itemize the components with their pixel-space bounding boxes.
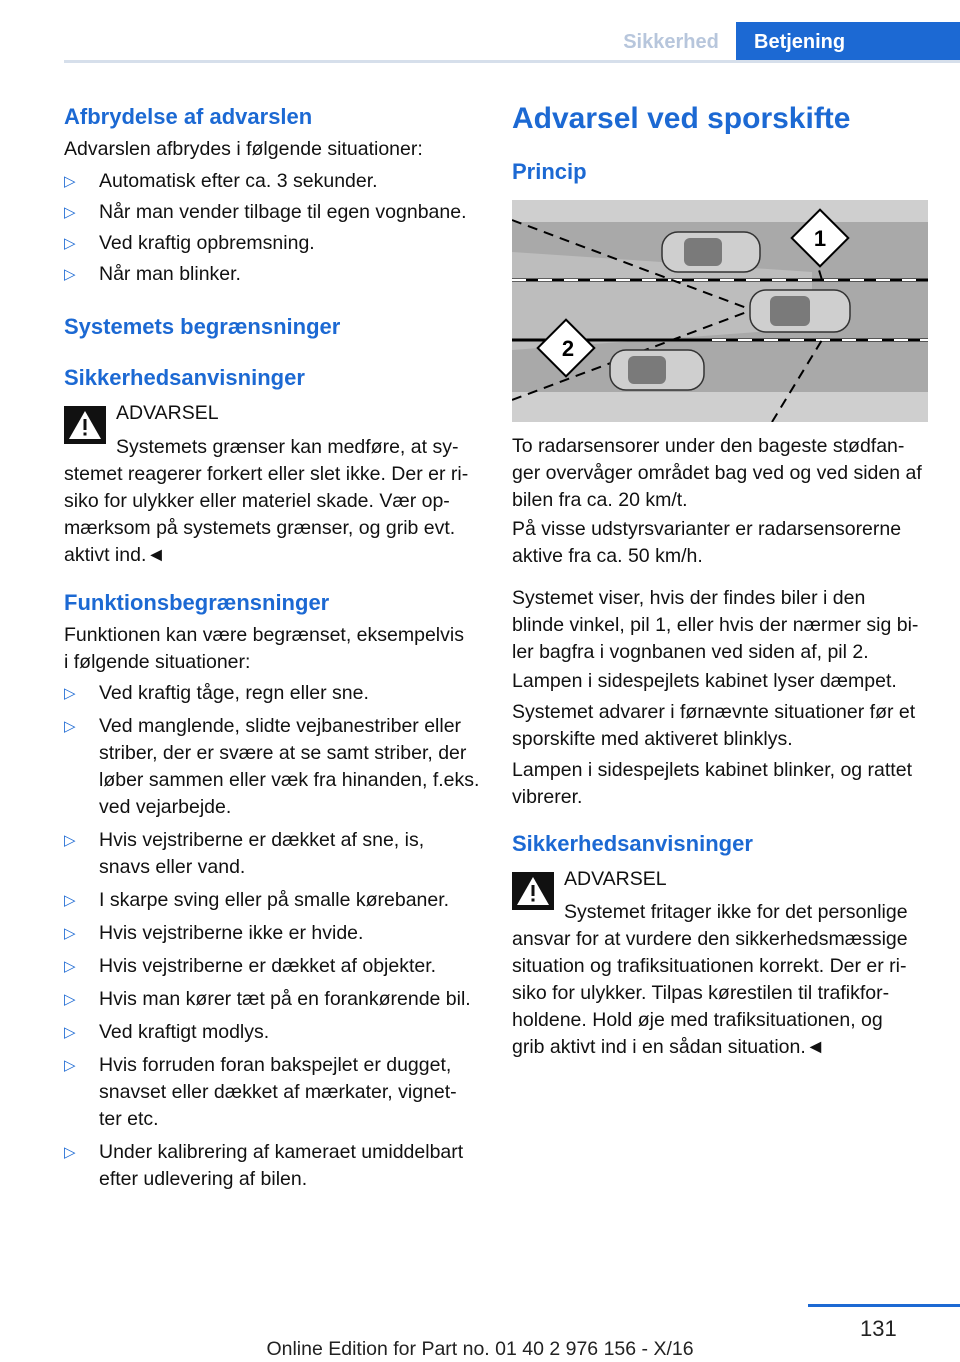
list-afbrydelse [64, 168, 484, 288]
list-item: ▷ Når man vender tilbage til egen vognbane. [64, 199, 484, 226]
list-item: ▷ Under kalibrering af kameraet umiddelbart efter udlevering af bilen. [64, 1139, 494, 1193]
warning-line: holdene. Hold øje med trafiksituationen, og [512, 1009, 883, 1031]
text-line: ler bagfra i vognbanen ved siden af, pil 2. [512, 641, 869, 663]
edition-text: Online Edition for Part no. 01 40 2 976 156 - X/16 [266, 1338, 694, 1360]
header-divider [64, 60, 960, 63]
text-line: Lampen i sidespejlets kabinet lyser dæmpet. [512, 670, 897, 692]
text-line: bilen fra ca. 20 km/t. [512, 489, 688, 511]
tab-betjening[interactable]: Betjening [736, 22, 960, 62]
list-item: ▷ Ved kraftig opbremsning. [64, 230, 484, 257]
text-line: Systemet advarer i førnævnte situationer før et [512, 701, 916, 723]
list-item: ▷ Ved kraftig tåge, regn eller sne. [64, 680, 494, 707]
warning-line: situation og trafiksituationen korrekt. Der er ri- [512, 955, 907, 977]
text-line: vibrerer. [512, 786, 583, 808]
heading-systemets: Systemets begrænsninger [64, 314, 341, 339]
warning-line: Systemet fritager ikke for det personlige [564, 901, 908, 923]
list-item: ▷ Når man blinker. [64, 261, 484, 288]
warning-icon [512, 872, 554, 910]
text-line: blinde vinkel, pil 1, eller hvis der nærmer sig bi- [512, 614, 919, 636]
footer-divider [808, 1304, 960, 1307]
tab-sikkerhed[interactable]: Sikkerhed [623, 31, 719, 53]
warning-line: grib aktivt ind i en sådan situation.◄ [512, 1036, 826, 1058]
list-item: ▷ Hvis vejstriberne er dækket af objekter. [64, 953, 494, 980]
text-line: sporskifte med aktiveret blinklys. [512, 728, 793, 750]
list-funktion [64, 680, 494, 1193]
car-icon [662, 232, 760, 272]
list-item: ▷ Automatisk efter ca. 3 sekunder. [64, 168, 484, 195]
list-item: ▷ Hvis vejstriberne er dækket af sne, is, snavs eller vand. [64, 827, 494, 881]
arrow-2-label: 2 [561, 336, 575, 361]
page-number: 131 [860, 1316, 897, 1341]
list-item: ▷ Hvis vejstriberne ikke er hvide. [64, 920, 494, 947]
warning-line: ansvar for at vurdere den sikkerhedsmæssige [512, 928, 908, 950]
text-line: Systemet viser, hvis der findes biler i den [512, 587, 866, 609]
warning-line: siko for ulykker eller materiel skade. Vær op- [64, 490, 450, 512]
lane-change-figure [512, 200, 928, 422]
heading-advarsel-sporskifte: Advarsel ved sporskifte [512, 102, 851, 135]
text-funktion: Funktionen kan være begrænset, eksempelvis [64, 624, 464, 646]
text-line: aktive fra ca. 50 km/h. [512, 545, 703, 567]
list-item: ▷ Hvis forruden foran bakspejlet er dugget, snavset eller dækket af mærkater, vignet- ter etc. [64, 1052, 494, 1133]
heading-funktion: Funktionsbegrænsninger [64, 590, 330, 615]
warning-line: mærksom på systemets grænser, og grib evt. [64, 517, 456, 539]
list-item: ▷ Ved manglende, slidte vejbanestriber eller striber, der er svære at se samt striber, der løber sammen eller væk fra hinanden, f.eks. ved vejarbejde. [64, 713, 494, 821]
warning-line: siko for ulykker. Tilpas kørestilen til trafikfor- [512, 982, 890, 1004]
warning-line: stemet reagerer forkert eller slet ikke. Der er ri- [64, 463, 469, 485]
warning-icon [64, 406, 106, 444]
warning-title: ADVARSEL [116, 402, 219, 424]
warning-title: ADVARSEL [564, 868, 667, 890]
heading-afbrydelse: Afbrydelse af advarslen [64, 104, 313, 129]
text-line: ger overvåger området bag ved og ved siden af [512, 462, 922, 484]
heading-sikkerhed-right: Sikkerhedsanvisninger [512, 831, 753, 856]
list-item: ▷ I skarpe sving eller på smalle kørebaner. [64, 887, 494, 914]
text-afbrydelse: Advarslen afbrydes i følgende situationer: [64, 138, 423, 160]
text-line: Lampen i sidespejlets kabinet blinker, og rattet [512, 759, 912, 781]
arrow-1-label: 1 [813, 226, 827, 251]
list-item: ▷ Ved kraftigt modlys. [64, 1019, 494, 1046]
warning-line: aktivt ind.◄ [64, 544, 166, 566]
text-funktion: i følgende situationer: [64, 651, 251, 673]
heading-sikkerhed-left: Sikkerhedsanvisninger [64, 365, 305, 390]
list-item: ▷ Hvis man kører tæt på en forankørende bil. [64, 986, 494, 1013]
heading-princip: Princip [512, 159, 587, 184]
warning-line: Systemets grænser kan medføre, at sy- [116, 436, 459, 458]
car-icon [750, 290, 850, 332]
car-icon [610, 350, 704, 390]
text-line: To radarsensorer under den bageste stødfan- [512, 435, 905, 457]
text-line: På visse udstyrsvarianter er radarsensorerne [512, 518, 902, 540]
